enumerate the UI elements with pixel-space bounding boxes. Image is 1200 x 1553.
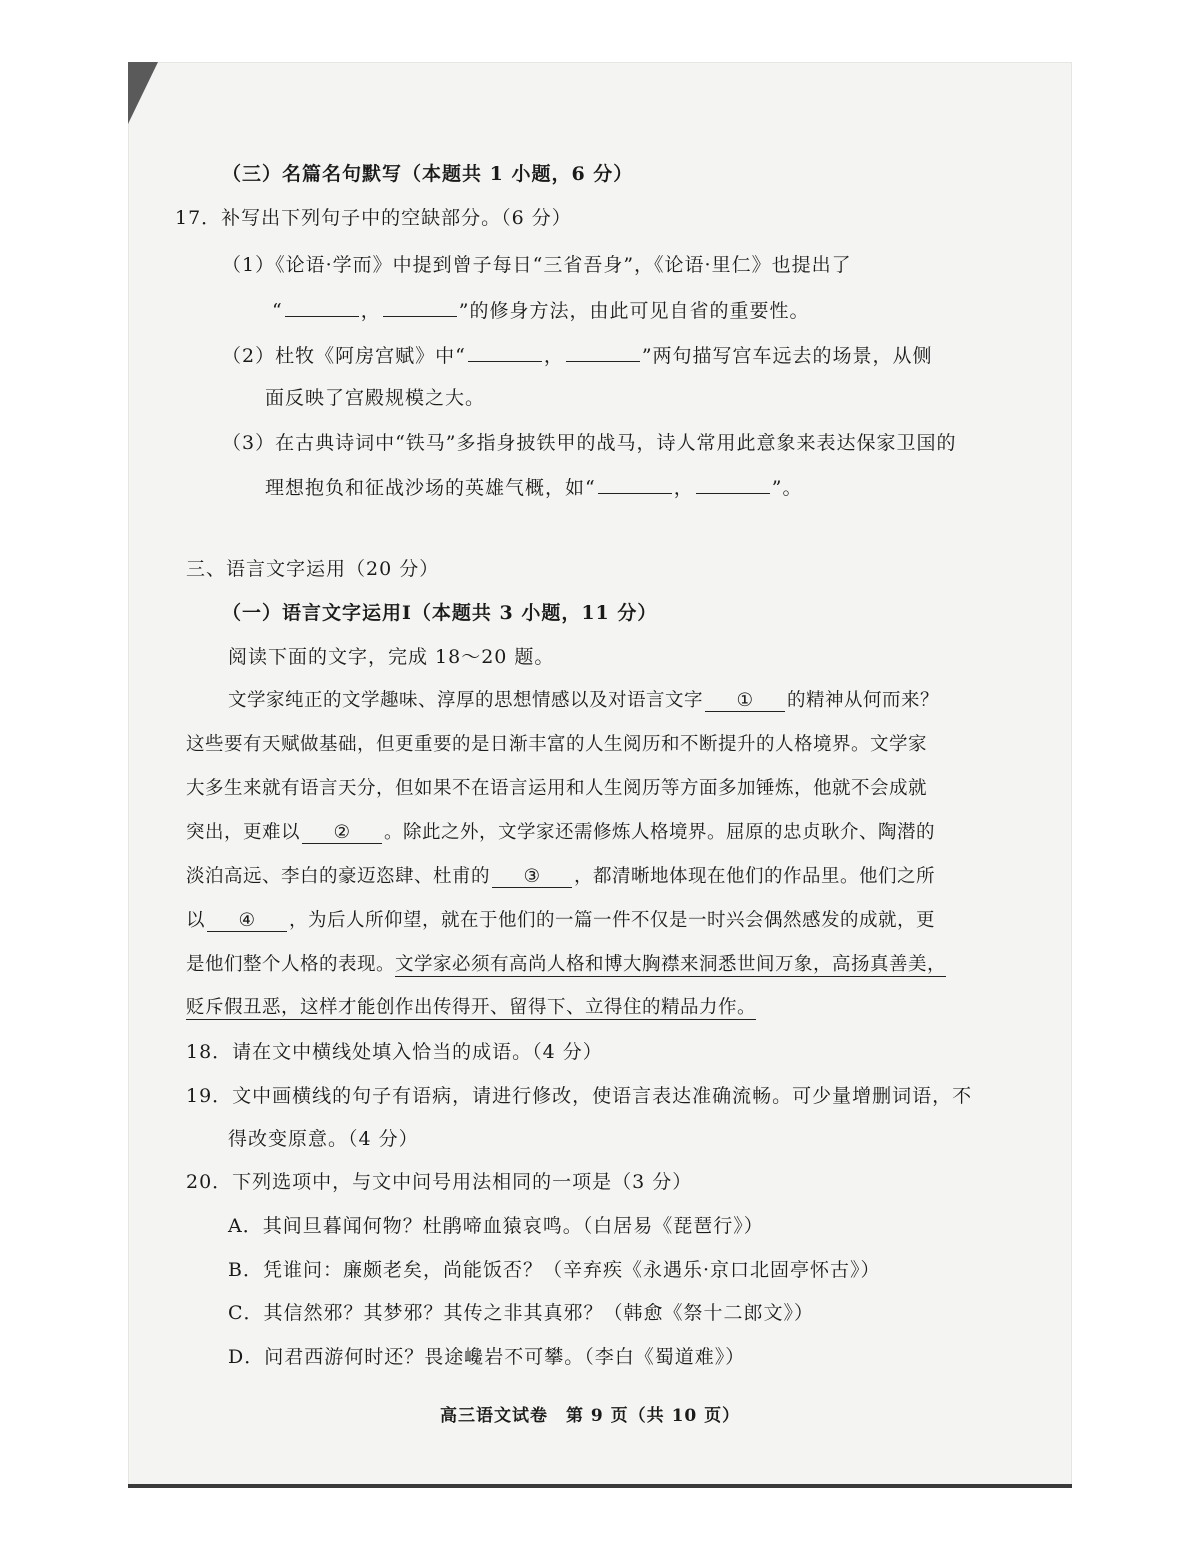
q19-text-line2: 得改变原意。（4 分）: [228, 1128, 419, 1150]
reading-instruction: 阅读下面的文字，完成 18～20 题。: [228, 646, 555, 668]
q17-item2-line1: （2）杜牧《阿房宫赋》中“ ， ”两句描写宫车远去的场景，从侧: [222, 345, 933, 367]
q18-text: 18．请在文中横线处填入恰当的成语。（4 分）: [186, 1041, 603, 1063]
part3-subheading: （一）语言文字运用Ⅰ（本题共 3 小题，11 分）: [222, 602, 658, 624]
passage-line-2: 这些要有天赋做基础，但更重要的是日渐丰富的人生阅历和不断提升的人格境界。文学家: [186, 734, 928, 755]
q20-option-b[interactable]: B．凭谁问：廉颇老矣，尚能饭否？（辛弃疾《永遇乐·京口北固亭怀古》）: [228, 1259, 881, 1281]
answer-blank-4[interactable]: ④: [207, 911, 287, 932]
underlined-sentence: 文学家必须有高尚人格和博大胸襟来洞悉世间万象，高扬真善美，: [395, 954, 947, 975]
passage-line-3: 大多生来就有语言天分，但如果不在语言运用和人生阅历等方面多加锤炼，他就不会成就: [186, 778, 928, 799]
answer-blank[interactable]: [598, 475, 672, 494]
passage-line-6: 以 ④ ，为后人所仰望，就在于他们的一篇一件不仅是一时兴会偶然感发的成就，更: [186, 910, 936, 931]
q19-text-line1: 19．文中画横线的句子有语病，请进行修改，使语言表达准确流畅。可少量增删词语，不: [186, 1085, 973, 1107]
bottom-edge: [128, 1484, 1072, 1488]
q20-title: 20．下列选项中，与文中问号用法相同的一项是（3 分）: [186, 1171, 693, 1193]
passage-line-8: [186, 996, 756, 1020]
q20-option-d[interactable]: D．问君西游何时还？畏途巉岩不可攀。（李白《蜀道难》）: [228, 1346, 746, 1368]
passage-line-7: 是他们整个人格的表现。文学家必须有高尚人格和博大胸襟来洞悉世间万象，高扬真善美，: [186, 954, 947, 975]
passage-line-5: 淡泊高远、李白的豪迈恣肆、杜甫的 ③ ，都清晰地体现在他们的作品里。他们之所: [186, 866, 936, 887]
q17-title: 17．补写出下列句子中的空缺部分。（6 分）: [175, 207, 572, 229]
q20-option-a[interactable]: A．其间旦暮闻何物？杜鹃啼血猿哀鸣。（白居易《琵琶行》）: [228, 1215, 764, 1237]
answer-blank-1[interactable]: ①: [705, 691, 785, 712]
q17-item1-line2: “ ， ”的修身方法，由此可见自省的重要性。: [272, 300, 810, 322]
q17-item3-line1: （3）在古典诗词中“铁马”多指身披铁甲的战马，诗人常用此意象来表达保家卫国的: [222, 432, 957, 454]
q17-item3-line2: 理想抱负和征战沙场的英雄气概，如“ ， ”。: [265, 477, 803, 499]
section-heading-mingpian: （三）名篇名句默写（本题共 1 小题，6 分）: [222, 163, 634, 185]
answer-blank[interactable]: [285, 298, 359, 317]
q17-item1-line1: （1）《论语·学而》中提到曾子每日“三省吾身”，《论语·里仁》也提出了: [222, 254, 852, 276]
answer-blank[interactable]: [468, 343, 542, 362]
underlined-sentence-cont: 贬斥假丑恶，这样才能创作出传得开、留得下、立得住的精品力作。: [186, 997, 757, 1018]
page-footer: 高三语文试卷 第 9 页（共 10 页）: [440, 1406, 741, 1426]
answer-blank[interactable]: [383, 298, 457, 317]
part3-heading: 三、语言文字运用（20 分）: [186, 558, 440, 580]
answer-blank-3[interactable]: ③: [492, 867, 572, 888]
passage-line-4: 突出，更难以 ② 。除此之外，文学家还需修炼人格境界。屈原的忠贞耿介、陶潜的: [186, 822, 936, 843]
answer-blank[interactable]: [696, 475, 770, 494]
answer-blank[interactable]: [566, 343, 640, 362]
q20-option-c[interactable]: C．其信然邪？其梦邪？其传之非其真邪？（韩愈《祭十二郎文》）: [228, 1302, 815, 1324]
passage-line-1: 文学家纯正的文学趣味、淳厚的思想情感以及对语言文字 ① 的精神从何而来？: [228, 690, 940, 711]
folded-corner: [128, 62, 158, 124]
answer-blank-2[interactable]: ②: [302, 823, 382, 844]
q17-item2-line2: 面反映了宫殿规模之大。: [265, 387, 486, 409]
